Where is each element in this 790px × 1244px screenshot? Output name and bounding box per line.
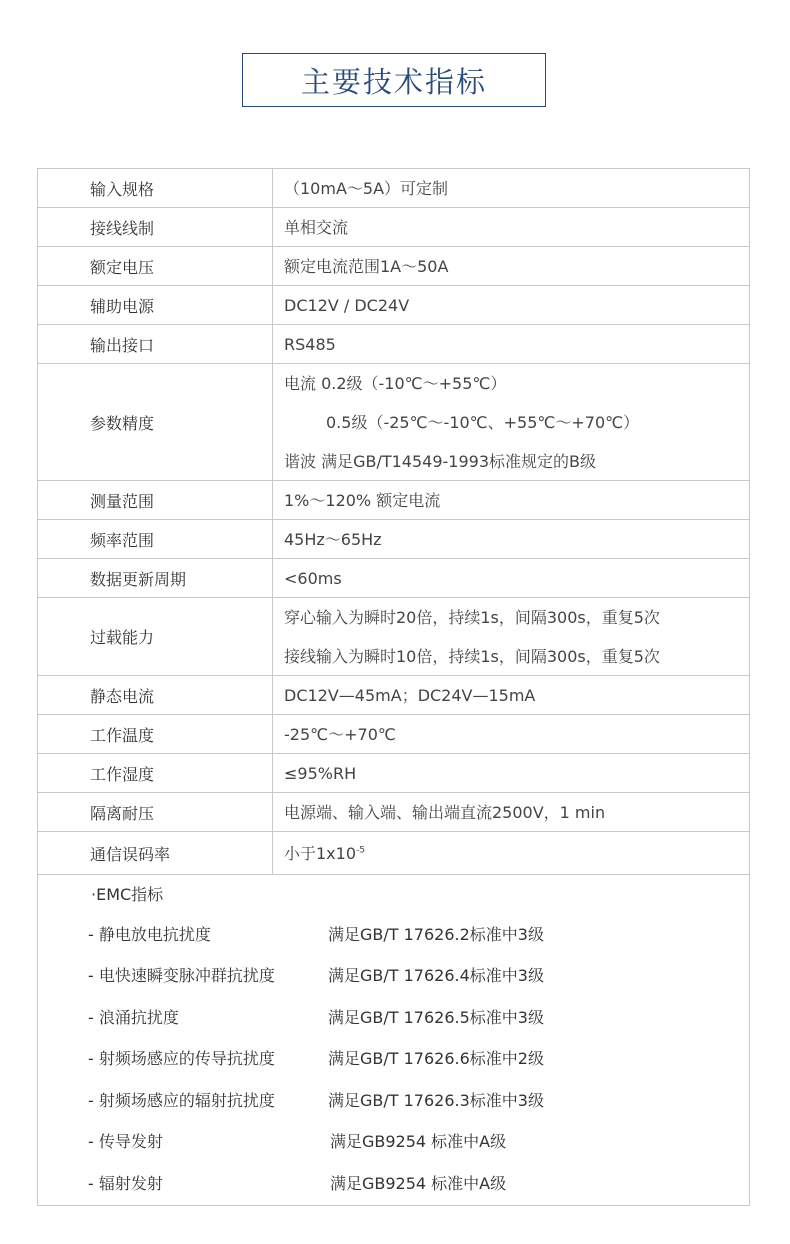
spec-label: 输入规格 [38, 169, 273, 207]
spec-value: 45Hz～65Hz [284, 529, 382, 549]
emc-item-name: - 辐射发射 [88, 1174, 163, 1193]
emc-item-standard: 满足GB/T 17626.5标准中3级 [328, 1008, 544, 1027]
spec-value: 电流 0.2级（-10℃～+55℃） [284, 373, 507, 393]
emc-item [88, 1130, 728, 1154]
spec-label: 过载能力 [38, 598, 273, 675]
spec-value: <60ms [284, 568, 342, 588]
spec-label: 辅助电源 [38, 286, 273, 324]
spec-value: 小于1x10 [284, 843, 357, 863]
spec-label: 频率范围 [38, 520, 273, 558]
spec-row-temperature [38, 715, 749, 754]
spec-label: 额定电压 [38, 247, 273, 285]
emc-title: ·EMC指标 [91, 885, 164, 904]
spec-row-accuracy [38, 364, 749, 481]
spec-label: 参数精度 [38, 364, 273, 480]
spec-label: 接线线制 [38, 208, 273, 246]
spec-row-update-period [38, 559, 749, 598]
spec-value: 额定电流范围1A～50A [284, 256, 449, 276]
spec-label: 输出接口 [38, 325, 273, 363]
spec-row-range [38, 481, 749, 520]
page-title: 主要技术指标 [242, 53, 546, 107]
spec-row-error-rate [38, 832, 749, 875]
spec-row-aux-power [38, 286, 749, 325]
emc-item [88, 964, 728, 988]
emc-item-name: - 浪涌抗扰度 [88, 1008, 179, 1027]
emc-item-standard: 满足GB/T 17626.6标准中2级 [328, 1049, 544, 1068]
emc-item-standard: 满足GB/T 17626.2标准中3级 [328, 925, 544, 944]
spec-value: 穿心输入为瞬时20倍，持续1s，间隔300s，重复5次 [284, 607, 660, 627]
spec-value: （10mA～5A）可定制 [284, 178, 449, 198]
spec-value: 接线输入为瞬时10倍，持续1s，间隔300s，重复5次 [284, 646, 660, 666]
spec-value: DC12V—45mA；DC24V—15mA [284, 685, 536, 705]
spec-row-humidity [38, 754, 749, 793]
emc-item-standard: 满足GB9254 标准中A级 [330, 1132, 507, 1151]
spec-value: ≤95%RH [284, 763, 357, 783]
emc-section [37, 873, 750, 1206]
emc-item [88, 923, 728, 947]
emc-item [88, 1089, 728, 1113]
spec-value: 单相交流 [284, 217, 349, 237]
emc-item [88, 1172, 728, 1196]
spec-table [37, 168, 750, 875]
emc-item [88, 1006, 728, 1030]
spec-value: 0.5级（-25℃～-10℃、+55℃～+70℃） [326, 412, 640, 432]
spec-value: -25℃～+70℃ [284, 724, 396, 744]
spec-row-frequency [38, 520, 749, 559]
emc-item-name: - 电快速瞬变脉冲群抗扰度 [88, 966, 275, 985]
emc-item-name: - 静电放电抗扰度 [88, 925, 211, 944]
spec-value: DC12V / DC24V [284, 295, 410, 315]
spec-label: 通信误码率 [38, 832, 273, 874]
emc-item [88, 1047, 728, 1071]
spec-label: 工作湿度 [38, 754, 273, 792]
spec-label: 静态电流 [38, 676, 273, 714]
spec-value: RS485 [284, 334, 336, 354]
emc-item-name: - 射频场感应的传导抗扰度 [88, 1049, 275, 1068]
emc-item-standard: 满足GB/T 17626.4标准中3级 [328, 966, 544, 985]
spec-row-static-current [38, 676, 749, 715]
spec-row-rated-voltage [38, 247, 749, 286]
spec-label: 隔离耐压 [38, 793, 273, 831]
spec-label: 工作温度 [38, 715, 273, 753]
spec-label: 测量范围 [38, 481, 273, 519]
spec-row-input [38, 169, 749, 208]
spec-value-exponent: -5 [356, 845, 365, 856]
spec-row-overload [38, 598, 749, 676]
emc-item-name: - 射频场感应的辐射抗扰度 [88, 1091, 275, 1110]
spec-row-isolation [38, 793, 749, 832]
spec-label: 数据更新周期 [38, 559, 273, 597]
emc-item-standard: 满足GB9254 标准中A级 [330, 1174, 507, 1193]
spec-value: 电源端、输入端、输出端直流2500V，1 min [284, 802, 606, 822]
emc-item-standard: 满足GB/T 17626.3标准中3级 [328, 1091, 544, 1110]
spec-row-wiring [38, 208, 749, 247]
spec-row-output [38, 325, 749, 364]
spec-value: 谐波 满足GB/T14549-1993标准规定的B级 [284, 451, 596, 471]
spec-value: 1%～120% 额定电流 [284, 490, 441, 510]
emc-item-name: - 传导发射 [88, 1132, 163, 1151]
